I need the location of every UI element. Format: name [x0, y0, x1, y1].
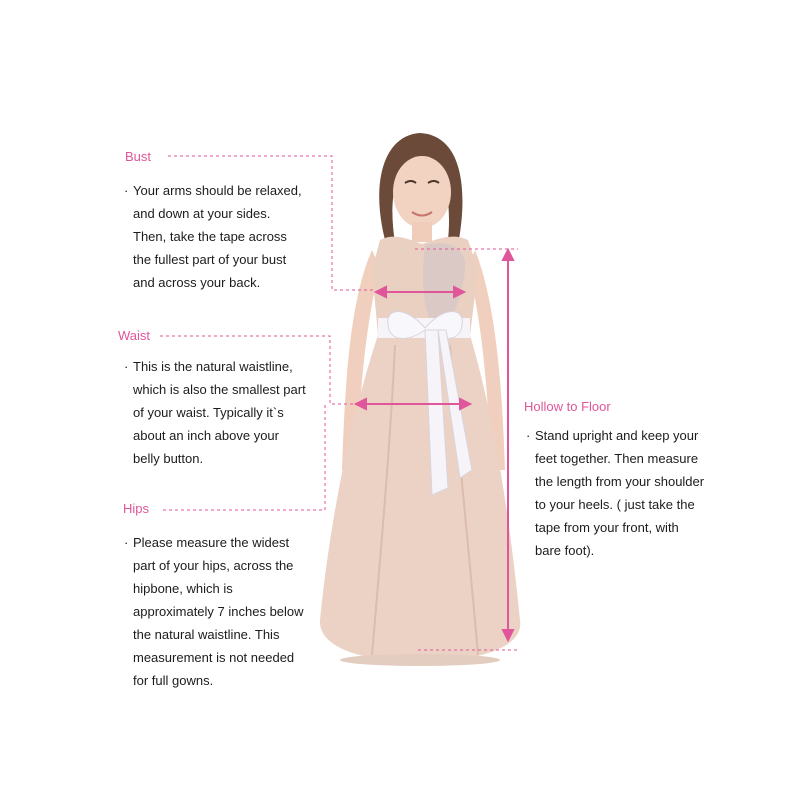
hips-line-6: measurement is not needed [133, 650, 295, 665]
waist-line-2: which is also the smallest part [133, 382, 306, 397]
waist-line-4: about an inch above your [133, 428, 279, 443]
hollow-line-2: feet together. Then measure [535, 451, 699, 466]
hips-label: Hips [123, 501, 150, 516]
hollow-line-6: bare foot). [535, 543, 595, 558]
hips-line-7: for full gowns. [133, 673, 214, 688]
hips-line-2: part of your hips, across the [133, 558, 294, 573]
hollow-line-1: · Stand upright and keep your [526, 428, 699, 443]
hollow-to-floor-instructions [526, 424, 705, 562]
waist-line-3: of your waist. Typically it`s [133, 405, 284, 420]
hollow-to-floor-label: Hollow to Floor [524, 399, 611, 414]
waist-instructions [124, 355, 306, 470]
waist-line-5: belly button. [133, 451, 204, 466]
waist-line-1: · This is the natural waistline, [124, 359, 293, 374]
bust-line-5: and across your back. [133, 275, 261, 290]
hollow-line-4: to your heels. ( just take the [535, 497, 695, 512]
hips-line-4: approximately 7 inches below [133, 604, 304, 619]
bust-line-4: the fullest part of your bust [133, 252, 287, 267]
bust-instructions [124, 179, 302, 294]
hips-line-3: hipbone, which is [133, 581, 233, 596]
hips-line-5: the natural waistline. This [133, 627, 280, 642]
bust-line-1: · Your arms should be relaxed, [124, 183, 302, 198]
hollow-line-5: tape from your front, with [535, 520, 679, 535]
bust-line-3: Then, take the tape across [133, 229, 287, 244]
bust-line-2: and down at your sides. [133, 206, 271, 221]
hollow-line-3: the length from your shoulder [535, 474, 705, 489]
bust-label: Bust [125, 149, 152, 164]
hips-instructions [124, 531, 304, 692]
girl-face [393, 156, 451, 228]
waist-label: Waist [118, 328, 151, 343]
hips-line-1: · Please measure the widest [124, 535, 290, 550]
